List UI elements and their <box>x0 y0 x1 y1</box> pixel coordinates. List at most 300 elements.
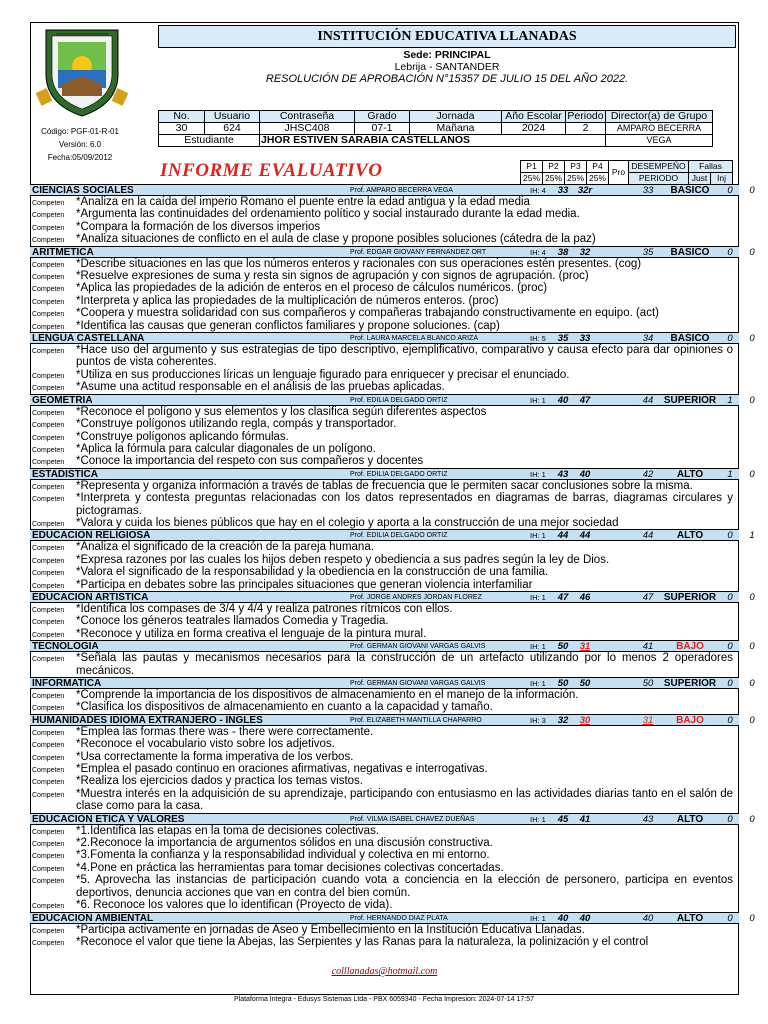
competence-label: Competen <box>32 422 65 430</box>
competence-text: *Identifica los compases de 3/4 y 4/4 y realiza patrones rítmicos con ellos. <box>76 602 453 615</box>
subject-name: GEOMETRIA <box>32 394 93 406</box>
subject-row <box>30 184 755 196</box>
competence-text: *Analiza en la caída del imperio Romano el puente entre la edad antigua y la edad media <box>76 196 530 208</box>
teacher-name: Prof. ELIZABETH MANTILLA CHAPARRO <box>350 716 482 724</box>
grade-p2: 47 <box>579 394 591 406</box>
competence-text: *Reconoce y utiliza en forma creativa el lenguaje de la pintura mural. <box>76 627 427 640</box>
subject-name: INFORMATICA <box>32 678 102 689</box>
info-value-grado: 07-1 <box>355 123 410 135</box>
competence-item <box>30 751 739 763</box>
competence-label: Competen <box>32 705 65 713</box>
competence-text: *Hace uso del argumento y sus estrategias de tipo descriptivo, ejemplificativo, comparativo y causa efecto para dar opiniones o puntos de vista coherentes. <box>76 344 733 369</box>
student-info-table <box>158 110 713 147</box>
absences-unjustified: 0 <box>749 246 755 258</box>
competence-label: Competen <box>32 853 65 861</box>
subject-row <box>30 468 755 480</box>
hours-intensity: IH: 4 <box>530 247 546 257</box>
info-header-ano: Año Escolar <box>502 111 566 123</box>
competence-label: Competen <box>32 348 65 356</box>
grade-average: 47 <box>642 591 654 603</box>
competence-item <box>30 738 739 750</box>
competence-label: Competen <box>32 903 65 911</box>
competence-label: Competen <box>32 570 65 578</box>
hours-intensity: IH: 1 <box>530 395 546 405</box>
performance-level: SUPERIOR <box>663 591 717 603</box>
competence-item <box>30 443 739 455</box>
info-value-contrasena: JHSC408 <box>260 123 355 135</box>
competence-label: Competen <box>32 200 65 207</box>
competence-text: *Emplea las formas there was - there were correctamente. <box>76 725 374 738</box>
competence-text: *Expresa razones por las cuales los hijos deben respeto y obediencia a sus padres según la ley de Dios. <box>76 553 610 566</box>
competence-label: Competen <box>32 606 65 614</box>
info-header-director: Director(a) de Grupo <box>606 111 713 123</box>
competence-text: *Representa y organiza información a través de tablas de frecuencia que le permiten sacar conclusiones sobre la misma. <box>76 479 693 492</box>
performance-level: BAJO <box>676 714 704 726</box>
sede-name: Sede: PRINCIPAL <box>403 49 491 61</box>
competence-label: Competen <box>32 446 65 454</box>
absences-unjustified: 0 <box>749 678 755 689</box>
competence-item <box>30 418 739 430</box>
grade-average: 41 <box>642 641 654 653</box>
absences-justified: 0 <box>727 678 733 689</box>
competence-label: Competen <box>32 939 65 947</box>
info-header-contrasena: Contraseña <box>260 111 355 123</box>
competence-text: *1.Identifica las etapas en la toma de decisiones colectivas. <box>76 824 380 837</box>
competence-item <box>30 849 739 861</box>
grade-average: 33 <box>642 185 654 196</box>
competence-text: *Coopera y muestra solidaridad con sus compañeros y compañeras trabajando constructivamente en equipo. (act) <box>76 307 659 320</box>
grade-p1: 47 <box>557 591 569 603</box>
competence-item <box>30 455 739 467</box>
grade-average: 40 <box>642 912 654 924</box>
competence-text: *Reconoce el polígono y sus elementos y los clasifica según diferentes aspectos <box>76 405 487 418</box>
absences-unjustified: 0 <box>749 912 755 924</box>
competence-item <box>30 862 739 874</box>
grade-p2: 40 <box>579 468 591 480</box>
competence-label: Competen <box>32 729 65 737</box>
performance-level: ALTO <box>676 530 704 542</box>
subject-row <box>30 332 755 345</box>
competence-item <box>30 899 739 911</box>
school-name: INSTITUCIÓN EDUCATIVA LLANADAS <box>158 25 736 48</box>
competence-label: Competen <box>32 619 65 627</box>
competence-text: *Construye polígonos aplicando fórmulas. <box>76 430 289 443</box>
subject-name: TECNOLOGIA <box>32 641 99 653</box>
subject-name: CIENCIAS SOCIALES <box>32 185 134 196</box>
competence-text: *6. Reconoce los valores que lo identifican (Proyecto de vida). <box>76 899 393 912</box>
performance-level: ALTO <box>676 813 704 825</box>
period-p1: P1 <box>521 161 543 173</box>
competence-item <box>30 307 739 319</box>
absences-justified: 0 <box>727 530 733 542</box>
grade-average: 50 <box>642 678 654 689</box>
competence-label: Competen <box>32 237 65 245</box>
performance-level: ALTO <box>676 912 704 924</box>
competence-item <box>30 517 739 529</box>
teacher-name: Prof. GERMAN GIOVANI VARGAS GALVIS <box>350 680 486 687</box>
competence-text: *Conoce la importancia del respeto con sus compañeros y docentes <box>76 455 424 468</box>
info-header-usuario: Usuario <box>205 111 260 123</box>
competence-label: Competen <box>32 409 65 417</box>
fallas-header: Fallas <box>689 161 733 173</box>
subject-name: EDUCACION RELIGIOSA <box>32 530 151 542</box>
inj-header: Inj <box>711 173 733 185</box>
grade-p1: 44 <box>557 530 569 542</box>
competence-text: *Resuelve expresiones de suma y resta sin signos de agrupación y con signos de agrupación. (proc) <box>76 270 589 283</box>
grade-p1: 45 <box>557 813 569 825</box>
competence-text: *Realiza los ejercicios dados y practica los temas vistos. <box>76 775 363 788</box>
hours-intensity: IH: 1 <box>530 913 546 923</box>
subject-name: EDUCACION AMBIENTAL <box>32 912 154 924</box>
competence-item <box>30 652 739 677</box>
grade-average: 34 <box>642 333 654 345</box>
absences-unjustified: 0 <box>749 468 755 480</box>
subject-name: HUMANIDADES IDIOMA EXTRANJERO - INGLES <box>32 714 263 726</box>
desempeno-header: DESEMPEÑO <box>629 161 689 173</box>
school-sede-block <box>158 49 736 85</box>
competence-item <box>30 295 739 307</box>
competence-text: *Emplea el pasado continuo en oraciones afirmativas, negativas e interrogativas. <box>76 763 488 776</box>
competence-item <box>30 369 739 381</box>
grade-p2: 30 <box>579 714 591 726</box>
competence-text: *4.Pone en práctica las herramientas para tomar decisiones colectivas concertadas. <box>76 861 504 874</box>
grade-p1: 33 <box>557 185 569 196</box>
subject-row <box>30 394 755 406</box>
grade-p2: 40 <box>579 912 591 924</box>
grade-average: 31 <box>642 714 654 726</box>
grade-p1: 40 <box>557 394 569 406</box>
competence-item <box>30 701 739 713</box>
competence-item <box>30 615 739 627</box>
competence-text: *Identifica las causas que generan conflictos familiares y propone soluciones. (cap) <box>76 319 500 332</box>
competence-item <box>30 689 739 701</box>
absences-unjustified: 0 <box>749 813 755 825</box>
absences-justified: 0 <box>727 714 733 726</box>
competence-item <box>30 320 739 332</box>
competence-label: Competen <box>32 483 65 491</box>
absences-justified: 0 <box>727 912 733 924</box>
competence-text: *Clasifica los dispositivos de almacenamiento en cuanto a la capacidad y tamaño. <box>76 701 493 714</box>
competence-label: Competen <box>32 298 65 306</box>
competence-text: *Usa correctamente la forma imperativa de los verbos. <box>76 750 354 763</box>
grade-p2: 50 <box>579 678 591 689</box>
subject-row <box>30 813 755 825</box>
competence-item <box>30 628 739 640</box>
period-p4: P4 <box>587 161 609 173</box>
competence-item <box>30 924 739 936</box>
subject-name: ESTADISTICA <box>32 468 98 480</box>
info-header-jornada: Jornada <box>410 111 502 123</box>
competence-label: Competen <box>32 841 65 849</box>
grade-p1: 50 <box>557 678 569 689</box>
competence-label: Competen <box>32 767 65 775</box>
pro-header: Pro <box>609 161 629 185</box>
doc-version: Versión: 6.0 <box>58 140 102 149</box>
competence-item <box>30 788 739 813</box>
absences-justified: 0 <box>727 813 733 825</box>
competence-label: Competen <box>32 212 65 220</box>
subject-row <box>30 591 755 603</box>
teacher-name: Prof. EDILIA DELGADO ORTIZ <box>350 470 448 478</box>
competence-item <box>30 208 739 220</box>
performance-level: BAJO <box>676 641 704 653</box>
competence-label: Competen <box>32 323 65 331</box>
subject-row <box>30 912 755 924</box>
weight-p1: 25% <box>521 173 543 185</box>
competence-text: *Señala las pautas y mecanismos necesarios para la construcción de un artefacto utilizando por lo menos 2 operadores mecánicos. <box>76 652 733 677</box>
competence-text: *Valora y cuida los bienes públicos que hay en el colegio y aporta a la construcción de una mejor sociedad <box>76 516 619 529</box>
competence-item <box>30 196 739 208</box>
competence-text: *Analiza situaciones de conflicto en el aula de clase y propone posibles soluciones (cátedra de la paz) <box>76 233 596 246</box>
competence-text: *Muestra interés en la adquisición de su aprendizaje, participando con entusiasmo en las actividades diarias tanto en el salón de clase como para la casa. <box>76 787 733 813</box>
teacher-name: Prof. LAURA MARCELA BLANCO ARIZA <box>350 335 478 343</box>
competence-item <box>30 579 739 591</box>
performance-level: BASICO <box>670 185 710 196</box>
info-director-line1: AMPARO BECERRA <box>606 123 713 135</box>
competence-text: *Interpreta y contesta preguntas relacionadas con los datos representados en diagramas de barras, diagramas circulares y pictogramas. <box>76 492 733 517</box>
competence-label: Competen <box>32 927 65 935</box>
absences-justified: 0 <box>727 591 733 603</box>
subject-row <box>30 640 755 653</box>
absences-unjustified: 0 <box>749 394 755 406</box>
doc-code: Código: PGF-01-R-01 <box>41 127 119 136</box>
hours-intensity: IH: 1 <box>530 814 546 824</box>
info-value-periodo: 2 <box>566 123 606 135</box>
competence-text: *Participa activamente en jornadas de Aseo y Embellecimiento en la Institución Educativa Llanadas. <box>76 923 585 936</box>
grade-average: 44 <box>642 530 654 542</box>
hours-intensity: IH: 1 <box>530 469 546 479</box>
competence-text: *Argumenta las continuidades del ordenamiento político y social instaurado durante la edad media. <box>76 208 580 221</box>
grade-average: 44 <box>642 394 654 406</box>
teacher-name: Prof. JORGE ANDRES JORDAN FLOREZ <box>350 593 482 601</box>
teacher-name: Prof. EDILIA DELGADO ORTIZ <box>350 532 448 540</box>
grade-p2: 44 <box>579 530 591 542</box>
competence-label: Competen <box>32 434 65 442</box>
competence-label: Competen <box>32 631 65 639</box>
school-email[interactable]: colllanadas@hotmail.com <box>331 966 438 977</box>
absences-unjustified: 0 <box>749 185 755 196</box>
period-p3: P3 <box>565 161 587 173</box>
competence-text: *Describe situaciones en las que los números enteros y racionales con sus operaciones estén presentes. (cog) <box>76 257 642 270</box>
competence-text: *Utiliza en sus producciones líricas un lenguaje figurado para enriquecer y precisar el enunciado. <box>76 368 570 381</box>
grade-p1: 38 <box>557 246 569 258</box>
competence-item <box>30 344 739 369</box>
teacher-name: Prof. EDILIA DELGADO ORTIZ <box>350 396 448 404</box>
competence-item <box>30 566 739 578</box>
info-header-periodo: Periodo <box>567 110 604 122</box>
resolution-text: RESOLUCIÓN DE APROBACIÓN N°15357 DE JULIO 15 DEL AÑO 2022. <box>265 73 629 85</box>
competence-text: *Aplica las propiedades de la adición de enteros en el proceso de cálculos numéricos. (proc) <box>76 282 548 295</box>
hours-intensity: IH: 1 <box>530 531 546 541</box>
competence-text: *Asume una actitud responsable en el análisis de las pruebas aplicadas. <box>76 381 445 394</box>
competence-text: *Comprende la importancia de los dispositivos de almacenamiento en el manejo de la información. <box>76 689 579 701</box>
grade-p2: 32r <box>577 185 593 196</box>
performance-level: SUPERIOR <box>663 678 717 689</box>
grade-p1: 35 <box>557 333 569 345</box>
student-label: Estudiante <box>159 135 260 147</box>
subject-name: EDUCACION ARTISTICA <box>32 591 149 603</box>
competence-item <box>30 233 739 245</box>
student-name: JHOR ESTIVEN SARABIA CASTELLANOS <box>260 135 606 147</box>
document-meta <box>32 125 128 164</box>
competence-label: Competen <box>32 545 65 553</box>
period-p2: P2 <box>543 161 565 173</box>
teacher-name: Prof. VILMA ISABEL CHAVEZ DUEÑAS <box>350 815 475 823</box>
doc-date: Fecha:05/09/2012 <box>47 153 113 162</box>
competence-label: Competen <box>32 520 65 528</box>
competence-item <box>30 431 739 443</box>
grade-p1: 40 <box>557 912 569 924</box>
competence-item <box>30 541 739 553</box>
competence-label: Competen <box>32 582 65 590</box>
grade-p2: 32 <box>579 246 591 258</box>
competence-label: Competen <box>32 496 65 504</box>
competence-item <box>30 406 739 418</box>
performance-level: SUPERIOR <box>663 394 717 406</box>
print-footer: Plataforma Integra - Edusys Sistemas Ltda - PBX 6059340 - Fecha Impresion: 2024-07-14 17:57 <box>234 996 534 1003</box>
absences-unjustified: 1 <box>749 530 755 542</box>
competence-text: *Reconoce el vocabulario visto sobre los adjetivos. <box>76 738 335 751</box>
competence-label: Competen <box>32 878 65 886</box>
competence-text: *Valora el significado de la responsabilidad y la obediencia en la construcción de una familia. <box>76 566 549 579</box>
competence-label: Competen <box>32 557 65 565</box>
sede-place: Lebrija - SANTANDER <box>394 61 500 73</box>
subject-name: EDUCACION ETICA Y VALORES <box>32 813 185 825</box>
competence-item <box>30 480 739 492</box>
competence-text: *5. Aprovecha las instancias de participación cuando vota a conciencia en la elección de personero, participa en eventos deportivos, denuncia acciones que van en contra del bien común. <box>76 874 733 899</box>
competence-item <box>30 282 739 294</box>
competence-item <box>30 381 739 393</box>
teacher-name: Prof. GERMAN GIOVANI VARGAS GALVIS <box>350 643 486 651</box>
performance-level: BASICO <box>670 246 710 258</box>
competence-text: *Conoce los géneros teatrales llamados Comedia y Tragedia. <box>76 615 389 628</box>
competence-item <box>30 492 739 517</box>
competence-label: Competen <box>32 828 65 836</box>
competence-label: Competen <box>32 656 65 664</box>
hours-intensity: IH: 4 <box>530 186 546 195</box>
grade-p1: 43 <box>557 468 569 480</box>
absences-unjustified: 0 <box>749 333 755 345</box>
info-value-ano: 2024 <box>502 123 566 135</box>
teacher-name: Prof. AMPARO BECERRA VEGA <box>350 187 453 194</box>
competence-item <box>30 726 739 738</box>
competence-label: Competen <box>32 286 65 294</box>
competence-label: Competen <box>32 865 65 873</box>
absences-justified: 0 <box>727 185 733 196</box>
grade-p1: 32 <box>557 714 569 726</box>
absences-justified: 1 <box>727 468 733 480</box>
competence-label: Competen <box>32 779 65 787</box>
competence-label: Competen <box>32 459 65 467</box>
weight-p4: 25% <box>587 173 609 185</box>
competence-label: Competen <box>32 754 65 762</box>
period-header <box>520 160 733 185</box>
competence-item <box>30 554 739 566</box>
school-logo <box>36 26 128 118</box>
subject-row <box>30 246 755 258</box>
performance-level: ALTO <box>676 468 704 480</box>
hours-intensity: IH: 3 <box>530 715 546 725</box>
grade-p2: 31 <box>579 641 591 653</box>
absences-unjustified: 0 <box>749 641 755 653</box>
grades-list <box>30 184 755 948</box>
competence-label: Competen <box>32 274 65 282</box>
competence-text: *2.Reconoce la importancia de argumentos sólidos en una discusión constructiva. <box>76 837 493 850</box>
absences-justified: 0 <box>727 641 733 653</box>
competence-text: *Analiza el significado de la creación de la pareja humana. <box>76 541 374 554</box>
info-value-usuario: 624 <box>205 123 260 135</box>
competence-item <box>30 603 739 615</box>
subject-row <box>30 714 755 726</box>
periodo-header: PERIODO <box>629 173 689 185</box>
competence-label: Competen <box>32 224 65 232</box>
competence-text: *Interpreta y aplica las propiedades de la multiplicación de números enteros. (proc) <box>76 294 499 307</box>
weight-p2: 25% <box>543 173 565 185</box>
competence-text: *Construye polígonos utilizando regla, compás y transportador. <box>76 418 397 431</box>
teacher-name: Prof. HERNANDO DIAZ PLATA <box>350 914 448 922</box>
competence-text: *3.Fomenta la confianza y la responsabilidad individual y colectiva en mi entorno. <box>76 849 490 862</box>
subject-row <box>30 677 755 689</box>
info-header-no: No. <box>159 111 205 123</box>
competence-item <box>30 763 739 775</box>
teacher-name: Prof. EDGAR GIOVANY FERNANDEZ ORT <box>350 248 487 256</box>
competence-item <box>30 825 739 837</box>
hours-intensity: IH: 1 <box>530 679 546 688</box>
grade-average: 42 <box>642 468 654 480</box>
grade-p2: 46 <box>579 591 591 603</box>
absences-unjustified: 0 <box>749 591 755 603</box>
hours-intensity: IH: 1 <box>530 642 546 652</box>
competence-item <box>30 837 739 849</box>
grade-average: 43 <box>642 813 654 825</box>
competence-item <box>30 258 739 270</box>
competence-label: Competen <box>32 261 65 269</box>
info-value-no: 30 <box>159 123 205 135</box>
competence-item <box>30 936 739 948</box>
grade-p1: 50 <box>557 641 569 653</box>
competence-item <box>30 775 739 787</box>
subject-name: LENGUA CASTELLANA <box>32 333 145 345</box>
competence-text: *Compara la formación de los diversos imperios <box>76 220 321 233</box>
info-header-grado: Grado <box>355 111 410 123</box>
info-director-line2: VEGA <box>606 135 713 147</box>
grade-average: 35 <box>642 246 654 258</box>
grade-p2: 33 <box>579 333 591 345</box>
competence-label: Competen <box>32 791 65 799</box>
competence-item <box>30 270 739 282</box>
info-value-jornada: Mañana <box>410 123 502 135</box>
hours-intensity: IH: 5 <box>530 334 546 344</box>
hours-intensity: IH: 1 <box>530 592 546 602</box>
competence-item <box>30 221 739 233</box>
weight-p3: 25% <box>565 173 587 185</box>
competence-text: *Aplica la fórmula para calcular diagonales de un polígono. <box>76 442 376 455</box>
competence-text: *Participa en debates sobre las principales situaciones que generan violencia interfamiliar <box>76 578 533 591</box>
competence-label: Competen <box>32 385 65 393</box>
performance-level: BASICO <box>670 333 710 345</box>
absences-justified: 0 <box>727 333 733 345</box>
report-title: INFORME EVALUATIVO <box>160 160 383 181</box>
absences-justified: 1 <box>727 394 733 406</box>
competence-text: *Reconoce el valor que tiene la Abejas, las Serpientes y las Ranas para la naturaleza, la polinización y el control <box>76 935 649 948</box>
competence-label: Competen <box>32 693 65 700</box>
competence-label: Competen <box>32 372 65 380</box>
grade-p2: 41 <box>579 813 591 825</box>
competence-item <box>30 874 739 899</box>
absences-unjustified: 0 <box>749 714 755 726</box>
subject-row <box>30 529 755 542</box>
subject-name: ARITMETICA <box>32 246 94 258</box>
